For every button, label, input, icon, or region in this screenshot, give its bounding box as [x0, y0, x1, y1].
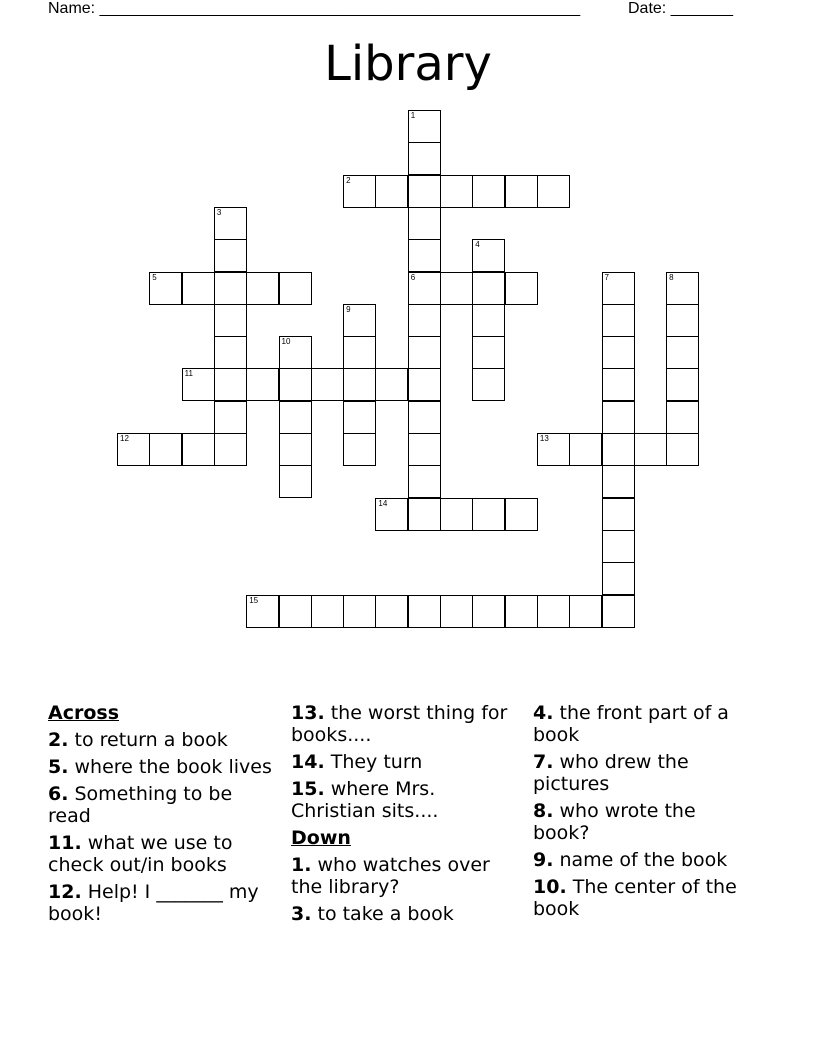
clue-number: 2 — [346, 175, 351, 185]
grid-cell[interactable] — [149, 272, 182, 305]
grid-cell[interactable] — [311, 368, 344, 401]
clue-across-6: 6. Something to be read — [48, 783, 233, 827]
clue-number: 11 — [184, 369, 193, 379]
clue-across-5: 5. where the book lives — [48, 756, 272, 778]
grid-cell[interactable] — [602, 368, 635, 401]
grid-cell[interactable] — [440, 595, 473, 628]
grid-cell[interactable] — [472, 175, 505, 208]
grid-cell[interactable] — [408, 175, 441, 208]
clue-number: 15 — [249, 595, 259, 605]
clue-number: 12 — [120, 434, 129, 443]
grid-cell[interactable] — [279, 272, 312, 305]
grid-cell[interactable] — [472, 304, 505, 337]
page-title: Library — [324, 36, 492, 92]
grid-cell[interactable] — [214, 239, 247, 272]
grid-cell[interactable] — [408, 142, 441, 175]
clue-across-15: 15. where Mrs. Christian sits.... — [291, 778, 439, 822]
clue-number: 13 — [539, 434, 549, 443]
clue-across-14: 14. They turn — [291, 751, 423, 773]
grid-cell[interactable] — [182, 368, 215, 401]
clue-number: 3 — [216, 207, 222, 217]
clue-across-11: 11. what we use to check out/in books — [48, 832, 233, 876]
grid-cell[interactable] — [375, 368, 408, 401]
grid-cell[interactable] — [408, 110, 441, 143]
grid-cell[interactable] — [666, 304, 699, 337]
clue-down-4: 4. the front part of a book — [533, 702, 729, 746]
grid-cell[interactable] — [343, 304, 376, 337]
clue-number: 8 — [669, 272, 674, 282]
clue-down-1: 1. who watches over the library? — [291, 854, 490, 898]
grid-cell[interactable] — [602, 498, 635, 531]
clue-column-2 — [291, 702, 516, 930]
grid-cell[interactable] — [537, 595, 570, 628]
grid-cell[interactable] — [505, 272, 538, 305]
grid-cell[interactable] — [408, 368, 441, 401]
grid-cell[interactable] — [375, 175, 408, 208]
grid-cell[interactable] — [214, 368, 247, 401]
clue-down-7: 7. who drew the pictures — [533, 751, 689, 795]
grid-cell[interactable] — [408, 401, 441, 434]
grid-cell[interactable] — [408, 498, 441, 531]
grid-cell[interactable] — [408, 272, 441, 305]
name-line: Name: ______________________________________________________ — [48, 0, 581, 17]
clue-number: 14 — [378, 498, 388, 508]
grid-cell[interactable] — [343, 175, 376, 208]
grid-cell[interactable] — [537, 433, 570, 466]
grid-cell[interactable] — [602, 562, 635, 595]
grid-cell[interactable] — [214, 272, 247, 305]
clue-number: 7 — [604, 272, 609, 282]
grid-cell[interactable] — [440, 175, 473, 208]
clue-across-12: 12. Help! I _______ my book! — [48, 881, 259, 925]
grid-cell[interactable] — [408, 304, 441, 337]
clue-column-3 — [533, 702, 758, 925]
grid-cell[interactable] — [149, 433, 182, 466]
grid-cell[interactable] — [602, 433, 635, 466]
grid-cell[interactable] — [472, 368, 505, 401]
clue-number: 1 — [410, 111, 416, 120]
grid-cell[interactable] — [279, 595, 312, 628]
grid-cell[interactable] — [279, 433, 312, 466]
grid-cell[interactable] — [602, 304, 635, 337]
grid-cell[interactable] — [311, 595, 344, 628]
grid-cell[interactable] — [505, 175, 538, 208]
grid-cell[interactable] — [214, 304, 247, 337]
grid-cell[interactable] — [569, 595, 602, 628]
grid-cell[interactable] — [472, 595, 505, 628]
grid-cell[interactable] — [375, 498, 408, 531]
clue-number: 4 — [475, 240, 480, 250]
grid-cell[interactable] — [343, 595, 376, 628]
grid-cell[interactable] — [472, 498, 505, 531]
grid-cell[interactable] — [666, 401, 699, 434]
grid-cell[interactable] — [246, 272, 279, 305]
grid-cell[interactable] — [537, 175, 570, 208]
grid-cell[interactable] — [602, 401, 635, 434]
grid-cell[interactable] — [666, 336, 699, 369]
clue-number: 9 — [346, 304, 351, 314]
grid-cell[interactable] — [408, 207, 441, 240]
grid-cell[interactable] — [408, 595, 441, 628]
grid-cell[interactable] — [472, 336, 505, 369]
grid-cell[interactable] — [634, 433, 667, 466]
grid-cell[interactable] — [408, 433, 441, 466]
clue-across-2: 2. to return a book — [48, 729, 228, 751]
across-heading: Across — [48, 702, 120, 724]
grid-cell[interactable] — [117, 433, 150, 466]
grid-cell[interactable] — [214, 401, 247, 434]
grid-cell[interactable] — [343, 401, 376, 434]
grid-cell[interactable] — [440, 272, 473, 305]
grid-cell[interactable] — [214, 336, 247, 369]
down-heading: Down — [291, 827, 351, 849]
grid-cell[interactable] — [602, 336, 635, 369]
grid-cell[interactable] — [182, 272, 215, 305]
grid-cell[interactable] — [343, 368, 376, 401]
grid-cell[interactable] — [602, 272, 635, 305]
grid-cell[interactable] — [214, 433, 247, 466]
grid-cell[interactable] — [505, 595, 538, 628]
grid-cell[interactable] — [602, 595, 635, 628]
grid-cell[interactable] — [408, 336, 441, 369]
grid-cell[interactable] — [666, 433, 699, 466]
clue-down-8: 8. who wrote the book? — [533, 800, 696, 844]
grid-cell[interactable] — [343, 433, 376, 466]
grid-cell[interactable] — [279, 465, 312, 498]
clue-down-10: 10. The center of the book — [533, 876, 737, 920]
grid-cell[interactable] — [472, 239, 505, 272]
clue-number: 5 — [152, 272, 157, 282]
clue-down-3: 3. to take a book — [291, 903, 454, 925]
grid-cell[interactable] — [182, 433, 215, 466]
grid-cell[interactable] — [375, 595, 408, 628]
clue-number: 10 — [281, 337, 291, 347]
clue-across-13: 13. the worst thing for books.... — [291, 702, 508, 746]
grid-cell[interactable] — [279, 336, 312, 369]
grid-cell[interactable] — [440, 498, 473, 531]
grid-cell[interactable] — [246, 368, 279, 401]
grid-cell[interactable] — [246, 595, 279, 628]
grid-cell[interactable] — [472, 272, 505, 305]
grid-cell[interactable] — [214, 207, 247, 240]
clue-number: 6 — [410, 272, 416, 282]
grid-cell[interactable] — [569, 433, 602, 466]
grid-cell[interactable] — [279, 368, 312, 401]
grid-cell[interactable] — [602, 530, 635, 563]
grid-cell[interactable] — [666, 272, 699, 305]
date-line: Date: _______ — [628, 0, 733, 17]
clue-down-9: 9. name of the book — [533, 849, 728, 871]
grid-cell[interactable] — [408, 239, 441, 272]
grid-cell[interactable] — [505, 498, 538, 531]
grid-cell[interactable] — [279, 401, 312, 434]
grid-cell[interactable] — [343, 336, 376, 369]
grid-cell[interactable] — [602, 465, 635, 498]
clue-column-1 — [48, 702, 273, 930]
grid-cell[interactable] — [666, 368, 699, 401]
grid-cell[interactable] — [408, 465, 441, 498]
